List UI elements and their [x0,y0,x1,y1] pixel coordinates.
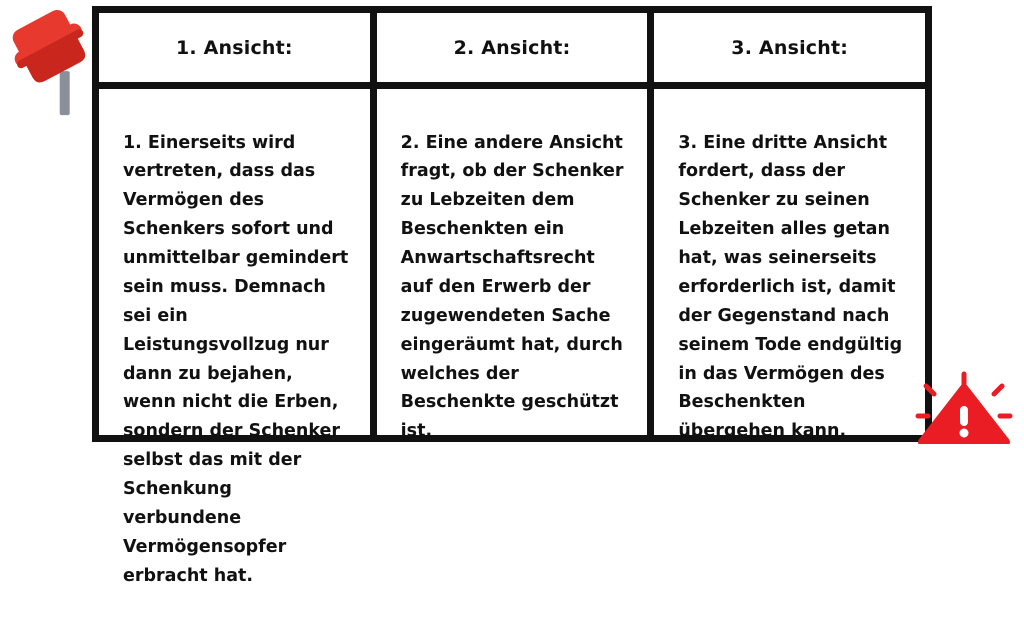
three-opinions-table [92,6,932,586]
column-2-body [377,89,648,474]
column-opinion-1 [99,13,370,586]
column-opinion-3 [647,13,925,442]
column-1-body [99,89,370,618]
column-2-title: 2. Ansicht: [453,36,571,59]
column-3-header [654,13,925,89]
column-3-title: 3. Ansicht: [731,36,849,59]
column-opinion-2 [370,13,648,442]
column-3-body [654,89,925,474]
column-1-header [99,13,370,89]
column-1-title: 1. Ansicht: [175,36,293,59]
column-1-text: 1. Einerseits wird vertreten, dass das Vermögen des Schenkers sofort und unmittelbar gemindert sein muss. Demnach sei ein Leistungsvollzug nur dann zu bejahen, wenn nicht die Erben, sondern der Schenker selbst das mit der Schenkung verbundene Vermögensopfer erbracht hat. [123,132,355,586]
column-3-text: 3. Eine dritte Ansicht fordert, dass der Schenker zu seinen Lebzeiten alles getan hat, was seinerseits erforderlich ist, damit der Gegenstand nach seinem Tode endgültig in das Vermögen des Beschenkten übergehen kann. [678,132,909,442]
column-2-header [377,13,648,89]
column-2-text: 2. Eine andere Ansicht fragt, ob der Schenker zu Lebzeiten dem Beschenkten ein Anwartschaftsrecht auf den Erwerb der zugewendeten Sache eingeräumt hat, durch welches der Beschenkte geschützt ist. [400,132,630,442]
